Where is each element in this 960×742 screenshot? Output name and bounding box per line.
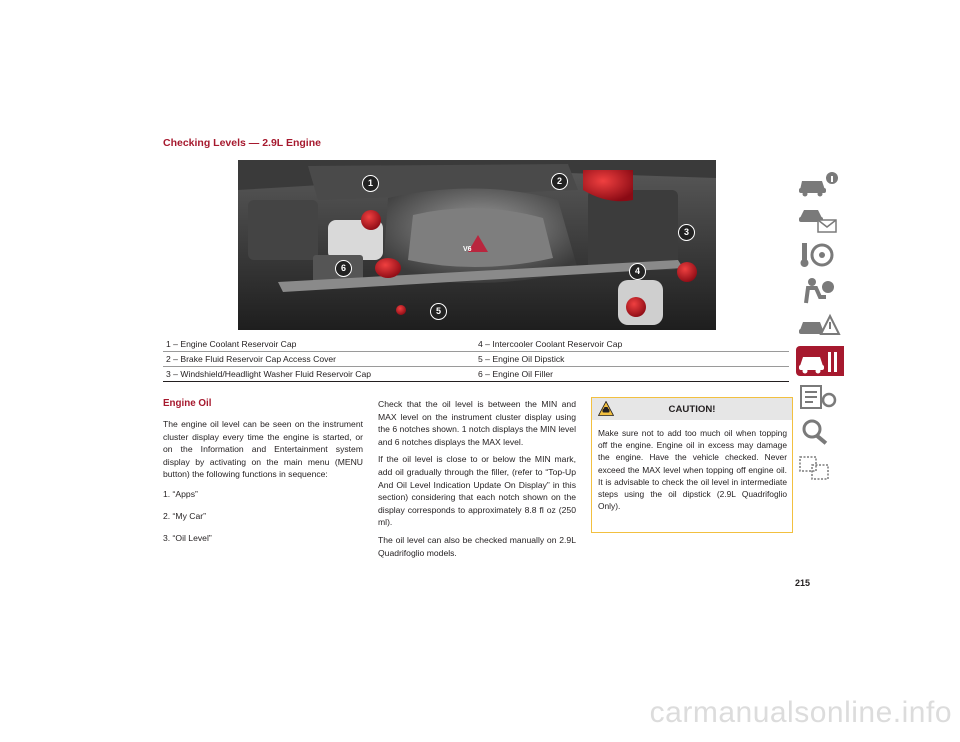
legend-item: 4 – Intercooler Coolant Reservoir Cap	[478, 339, 623, 349]
magnifier-icon	[796, 417, 844, 447]
car-info-icon	[796, 168, 844, 198]
engine-bay-illustration	[238, 160, 716, 330]
tab-servicing[interactable]	[796, 346, 844, 376]
legend-row	[163, 352, 789, 367]
section-title: Engine Oil	[163, 398, 212, 409]
caution-box	[591, 397, 793, 533]
legend-item: 5 – Engine Oil Dipstick	[478, 354, 565, 364]
legend-item: 1 – Engine Coolant Reservoir Cap	[166, 339, 297, 349]
caution-header	[592, 398, 792, 420]
language-icon	[796, 453, 844, 483]
marker-5: 5	[430, 303, 447, 320]
figure-legend	[163, 337, 789, 381]
chapter-tabs	[796, 168, 844, 488]
engine-badge: V6	[463, 246, 472, 253]
paragraph: If the oil level is close to or below the MIN mark, add oil gradually through the filler, (refer to “Top-Up And Oil Level Indication Update On Display” in this section) considering that each notch shown on the display corresponds to approximately 8.8 fl oz (250 ml).	[378, 454, 576, 528]
marker-4: 4	[629, 263, 646, 280]
tab-specs[interactable]	[796, 382, 844, 412]
steering-wheel-icon	[796, 239, 844, 269]
airbag-person-icon	[796, 275, 844, 305]
watermark-text: carmanualsonline.info	[649, 696, 952, 729]
paragraph: The oil level can also be checked manually on 2.9L Quadrifoglio models.	[378, 534, 576, 558]
legend-item: 3 – Windshield/Headlight Washer Fluid Reservoir Cap	[166, 369, 372, 379]
legend-item: 2 – Brake Fluid Reservoir Cap Access Cover	[166, 354, 337, 364]
legend-row	[163, 337, 789, 352]
car-key-icon	[796, 204, 844, 234]
intro-paragraph: The engine oil level can be seen on the instrument cluster display every time the engine is started, or on the Information and Entertainment system display by activating on the main menu (MENU button) the following functions in sequence:	[163, 419, 363, 480]
tab-languages[interactable]	[796, 453, 844, 483]
tab-keys[interactable]	[796, 204, 844, 234]
step-list	[163, 489, 363, 543]
legend-item: 6 – Engine Oil Filler	[478, 369, 553, 379]
legend-row	[163, 367, 789, 381]
tab-car-info[interactable]	[796, 168, 844, 198]
tab-index[interactable]	[796, 417, 844, 447]
caution-text: Make sure not to add too much oil when topping off the engine. Engine oil in excess may damage the engine. Have the vehicle checked. Never exceed the MAX level when topping off engine oil. It is advisable to check the oil level in intermediate steps using the oil dipstick (2.9L Quadrifoglio Only).	[598, 428, 787, 512]
list-item: 3. “Oil Level”	[163, 532, 212, 543]
marker-1: 1	[362, 175, 379, 192]
caution-title: CAUTION!	[668, 404, 716, 415]
tab-driving[interactable]	[796, 239, 844, 269]
tab-safety[interactable]	[796, 275, 844, 305]
column-middle	[378, 398, 576, 564]
car-warning-icon	[796, 310, 844, 340]
page-number: 215	[795, 578, 811, 588]
section-divider	[163, 381, 789, 382]
list-gear-icon	[796, 382, 844, 412]
engine-bay-photo	[238, 160, 716, 330]
list-item: 2. “My Car”	[163, 510, 206, 521]
marker-3: 3	[678, 224, 695, 241]
page-heading: Checking Levels — 2.9L Engine	[163, 137, 321, 149]
marker-6: 6	[335, 260, 352, 277]
paragraph: Check that the oil level is between the MIN and MAX level on the instrument cluster display using the 6 notches shown. 1 notch displays the MIN level and 6 notches displays the MAX level.	[378, 399, 576, 447]
column-left	[163, 418, 363, 555]
marker-2: 2	[551, 173, 568, 190]
tab-emergency[interactable]	[796, 310, 844, 340]
car-service-icon	[796, 346, 844, 376]
list-item: 1. “Apps”	[163, 488, 198, 499]
